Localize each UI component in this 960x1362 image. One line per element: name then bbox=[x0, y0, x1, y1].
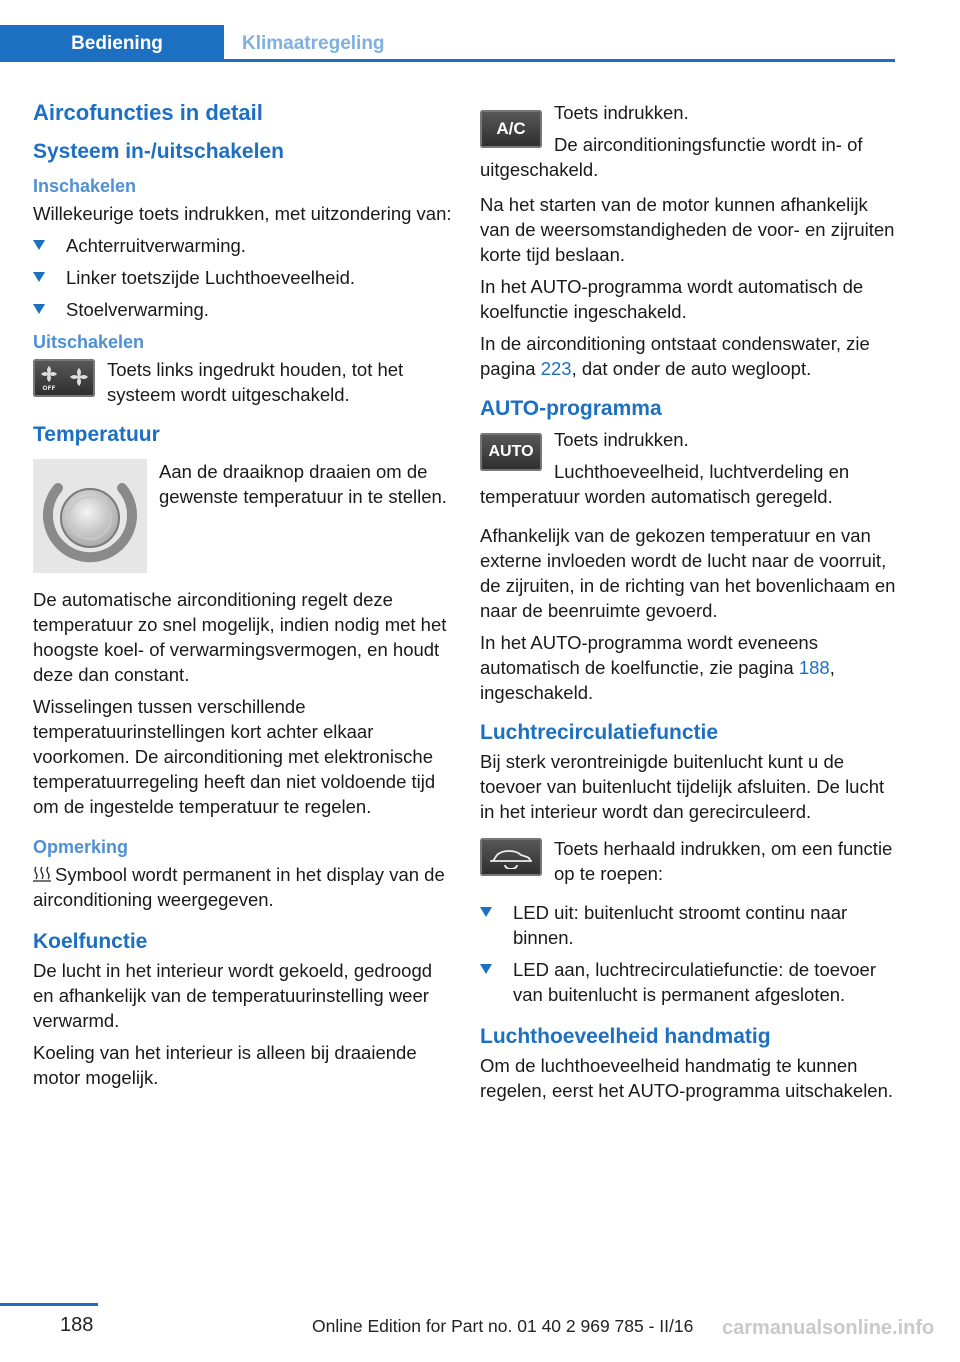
header-tabs bbox=[0, 25, 895, 62]
on-exceptions-list bbox=[33, 233, 453, 322]
recirculation-list bbox=[480, 900, 898, 1007]
page-link-223[interactable]: 223 bbox=[540, 358, 572, 379]
temperature-text: Aan de draaiknop draaien om de gewenste temperatuur in te stellen. bbox=[159, 461, 447, 507]
recirculation-button-icon bbox=[480, 838, 542, 876]
bullet-triangle-icon bbox=[33, 304, 45, 314]
list-item: Linker toetszijde Luchthoeveelheid. bbox=[33, 265, 453, 290]
list-item: Stoelverwarming. bbox=[33, 297, 453, 322]
cooling-paragraph-1: De lucht in het interieur wordt gekoeld, gedroogd en afhankelijk van de temperatuurinstelling weer verwarmd. bbox=[33, 960, 433, 1031]
off-text: Toets links ingedrukt houden, tot het systeem wordt uitgeschakeld. bbox=[107, 359, 404, 405]
temperature-knob-icon bbox=[33, 459, 147, 573]
svg-text:OFF: OFF bbox=[42, 385, 56, 392]
auto-paragraph-2: In het AUTO-programma wordt eveneens automatisch de koelfunctie, zie pagina 188, ingeschakeld. bbox=[480, 632, 835, 703]
auto-text-2: Luchthoeveelheid, luchtverdeling en temperatuur worden automatisch geregeld. bbox=[480, 461, 850, 507]
note-heading: Opmerking bbox=[33, 837, 129, 857]
right-column bbox=[480, 100, 898, 1110]
auto-text-1: Toets indrukken. bbox=[554, 429, 689, 450]
bullet-triangle-icon bbox=[33, 272, 45, 282]
watermark-text: carmanualsonline.info bbox=[722, 1317, 935, 1339]
auto-paragraph-1: Afhankelijk van de gekozen temperatuur en van externe invloeden wordt de lucht naar de voorruit, de zijruiten, in de richting van het bovenlichaam en naar de beenruimte gevoerd. bbox=[480, 525, 896, 621]
cooling-paragraph-2: Koeling van het interieur is alleen bij draaiende motor mogelijk. bbox=[33, 1042, 417, 1088]
off-heading: Uitschakelen bbox=[33, 332, 145, 352]
auto-button-icon: AUTO bbox=[480, 433, 542, 471]
list-item: LED aan, luchtrecirculatiefunctie: de toevoer van buitenlucht is permanent afgesloten. bbox=[480, 957, 898, 1007]
off-fan-button-icon bbox=[33, 359, 95, 397]
tab-klimaatregeling[interactable]: Klimaatregeling bbox=[242, 32, 385, 54]
manual-heading: Luchthoeveelheid handmatig bbox=[480, 1025, 771, 1048]
bullet-triangle-icon bbox=[480, 907, 492, 917]
recirculation-paragraph-1: Bij sterk verontreinigde buitenlucht kunt u de toevoer van buitenlucht tijdelijk afsluiten. De lucht in het interieur wordt dan gerecirculeerd. bbox=[480, 751, 885, 822]
recirculation-text: Toets herhaald indrukken, om een functie op te roepen: bbox=[554, 838, 893, 884]
footer-rule bbox=[0, 1303, 98, 1306]
cooling-symbol-icon bbox=[33, 866, 51, 882]
cooling-heading: Koelfunctie bbox=[33, 930, 148, 953]
temperature-paragraph-2: Wisselingen tussen verschillende temperatuurinstellingen kort achter elkaar voorkomen. De airconditioning met elektronische temperatuurregeling heeft dan niet voldoende tijd om de ingestelde temperatuur te regelen. bbox=[33, 696, 436, 817]
note-text: Symbool wordt permanent in het display van de airconditioning weergegeven. bbox=[33, 864, 445, 910]
on-text: Willekeurige toets indrukken, met uitzondering van: bbox=[33, 203, 452, 224]
list-item: Achterruitverwarming. bbox=[33, 233, 453, 258]
auto-heading: AUTO-programma bbox=[480, 397, 662, 420]
manual-paragraph-1: Om de luchthoeveelheid handmatig te kunnen regelen, eerst het AUTO-programma uitschakelen. bbox=[480, 1055, 894, 1101]
list-item: LED uit: buitenlucht stroomt continu naar binnen. bbox=[480, 900, 898, 950]
on-heading: Inschakelen bbox=[33, 176, 137, 196]
temperature-heading: Temperatuur bbox=[33, 423, 160, 446]
ac-paragraph-3: In de airconditioning ontstaat condenswater, zie pagina 223, dat onder de auto wegloopt. bbox=[480, 333, 870, 379]
system-heading: Systeem in-/uitschakelen bbox=[33, 140, 284, 163]
section-title: Aircofuncties in detail bbox=[33, 100, 263, 125]
recirculation-heading: Luchtrecirculatiefunctie bbox=[480, 721, 719, 744]
ac-button-icon: A/C bbox=[480, 110, 542, 148]
ac-text-1: Toets indrukken. bbox=[554, 102, 689, 123]
edition-text: Online Edition for Part no. 01 40 2 969 785 - II/16 bbox=[312, 1316, 694, 1336]
left-column bbox=[33, 100, 453, 1097]
bullet-triangle-icon bbox=[33, 240, 45, 250]
temperature-paragraph-1: De automatische airconditioning regelt deze temperatuur zo snel mogelijk, indien nodig met het hoogste koel- of verwarmingsvermogen, en houdt deze dan constant. bbox=[33, 589, 447, 685]
page-link-188[interactable]: 188 bbox=[798, 657, 830, 678]
tab-bediening[interactable]: Bediening bbox=[0, 25, 224, 62]
bullet-triangle-icon bbox=[480, 964, 492, 974]
ac-text-2: De airconditioningsfunctie wordt in- of uitgeschakeld. bbox=[480, 134, 863, 180]
ac-paragraph-2: In het AUTO-programma wordt automatisch de koelfunctie ingeschakeld. bbox=[480, 276, 864, 322]
page-number: 188 bbox=[60, 1314, 94, 1336]
ac-paragraph-1: Na het starten van de motor kunnen afhankelijk van de weersomstandigheden de voor- en zijruiten korte tijd beslaan. bbox=[480, 194, 895, 265]
